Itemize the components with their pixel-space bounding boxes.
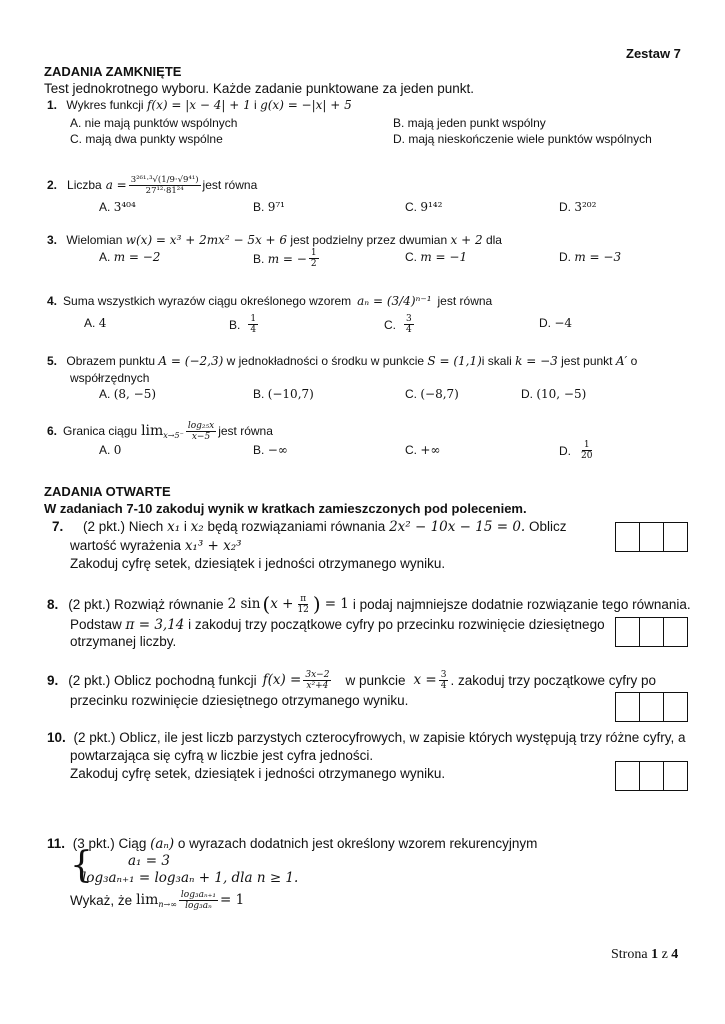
q6-d-num: 1 bbox=[583, 440, 590, 450]
q3-option-b-value: m = − bbox=[267, 251, 307, 266]
q10-number: 10. bbox=[47, 730, 66, 745]
q11-rec2: log₃aₙ₊₁ = log₃aₙ + 1 bbox=[82, 870, 223, 886]
q9-line1 bbox=[47, 667, 656, 693]
set-label: Zestaw 7 bbox=[626, 46, 681, 61]
q2-option-d-value: 3²⁰² bbox=[574, 200, 597, 214]
q11-condition: , dla n ≥ 1. bbox=[222, 870, 299, 886]
q8-number: 8. bbox=[47, 596, 59, 612]
answer-box[interactable] bbox=[616, 762, 640, 790]
q7-text-d: wartość wyrażenia bbox=[70, 538, 182, 553]
q3-text-pre: Wielomian bbox=[66, 233, 123, 247]
q4-option-b: B. $\frac{1}{4}$ bbox=[229, 314, 257, 335]
q2-option-c-value: 9¹⁴² bbox=[420, 200, 443, 214]
q5-text-d: jest punkt bbox=[561, 354, 613, 368]
q10-answer-boxes[interactable] bbox=[615, 761, 688, 791]
q8-line1 bbox=[47, 592, 691, 616]
q2-option-c: C. 9¹⁴² bbox=[405, 200, 443, 214]
q4-option-a-value: 4 bbox=[98, 316, 107, 330]
page-of: z bbox=[661, 947, 668, 962]
q4-option-d-value: −4 bbox=[554, 316, 573, 330]
q9-text-c: . zakoduj trzy początkowe cyfry po bbox=[450, 672, 657, 688]
q7-x2: x₂ bbox=[190, 519, 204, 535]
q2-number: 2. bbox=[47, 178, 58, 192]
q11-line1 bbox=[47, 836, 537, 852]
answer-box[interactable] bbox=[664, 523, 687, 551]
q2-line bbox=[47, 164, 257, 206]
q3-option-b: B. m = − $\frac{1}{2}$ bbox=[253, 248, 317, 269]
q2-option-b: B. 9⁷¹ bbox=[253, 200, 285, 214]
q4-option-c: C. $\frac{3}{4}$ bbox=[384, 314, 412, 335]
q3-b-den: 2 bbox=[310, 259, 317, 269]
q9-x-num: 3 bbox=[440, 669, 447, 680]
q10-line3: Zakoduj cyfrę setek, dziesiątek i jedności otrzymanego wyniku. bbox=[70, 766, 446, 781]
q3-text-mid: jest podzielny przez dwumian bbox=[290, 233, 448, 247]
q7-line3: Zakoduj cyfrę setek, dziesiątek i jedności otrzymanego wyniku. bbox=[70, 556, 446, 571]
answer-box[interactable] bbox=[640, 762, 664, 790]
q7-text-b: będą rozwiązaniami równania bbox=[207, 519, 386, 534]
q1-and: i bbox=[254, 98, 257, 112]
q5-option-d: D. (10, −5) bbox=[521, 387, 587, 401]
q4-b-num: 1 bbox=[250, 314, 257, 324]
q9-text-b: w punkcie bbox=[345, 672, 406, 688]
q5-option-b: B. (−10,7) bbox=[253, 387, 314, 401]
q6-option-a-value: 0 bbox=[113, 443, 122, 457]
q1-option-b: B. mają jeden punkt wspólny bbox=[393, 116, 546, 130]
q1-number: 1. bbox=[47, 98, 58, 112]
answer-box[interactable] bbox=[640, 618, 664, 646]
q9-f: f(x) = bbox=[262, 672, 302, 688]
q2-fraction bbox=[129, 175, 201, 196]
q1-text: Wykres funkcji bbox=[66, 98, 144, 112]
q5-text-b: w jednokładności o środku w punkcie bbox=[226, 354, 425, 368]
q2-option-a: A. 3⁴⁰⁴ bbox=[99, 200, 136, 214]
q4-option-d: D. −4 bbox=[539, 316, 573, 330]
q2-option-a-value: 3⁴⁰⁴ bbox=[113, 200, 136, 214]
q9-x: x = bbox=[413, 672, 437, 688]
q8-eq-a: 2 sin bbox=[227, 596, 261, 612]
q10-line2: powtarzająca się cyfrą w liczbie jest cyfra jedności. bbox=[70, 748, 374, 763]
q3-option-c: C. m = −1 bbox=[405, 250, 468, 264]
page-label: Strona bbox=[611, 947, 648, 962]
q9-text-a: (2 pkt.) Oblicz pochodną funkcji bbox=[68, 672, 257, 688]
q5-point-a-prime: A′ bbox=[615, 354, 628, 368]
q1-line bbox=[47, 98, 352, 112]
q8-text-b: i podaj najmniejsze dodatnie rozwiązanie tego równania. bbox=[352, 596, 691, 612]
q3-text-post: dla bbox=[485, 233, 502, 247]
q2-option-b-value: 9⁷¹ bbox=[267, 200, 285, 214]
q11-text-b: o wyrazach dodatnich jest określony wzorem rekurencyjnym bbox=[177, 836, 538, 851]
q5-scale: k = −3 bbox=[515, 354, 558, 368]
q11-lim-sub: n→∞ bbox=[158, 899, 177, 909]
answer-box[interactable] bbox=[616, 693, 640, 721]
answer-box[interactable] bbox=[616, 618, 640, 646]
q6-text-post: jest równa bbox=[218, 424, 273, 438]
closed-section-title: ZADANIA ZAMKNIĘTE bbox=[44, 64, 182, 79]
q3-option-c-value: m = −1 bbox=[420, 250, 468, 264]
q6-lim: lim bbox=[141, 423, 164, 439]
q2-text-post: jest równa bbox=[202, 178, 258, 192]
q5-text-a: Obrazem punktu bbox=[66, 354, 156, 368]
q7-expression: x₁³ + x₂³ bbox=[184, 538, 242, 554]
q11-lim: lim bbox=[136, 892, 159, 908]
q11-frac-num: log₃aₙ₊₁ bbox=[180, 889, 216, 900]
q6-option-b: B. −∞ bbox=[253, 443, 288, 457]
q7-text-c: Oblicz bbox=[528, 519, 567, 534]
q5-option-a: A. (8, −5) bbox=[99, 387, 157, 401]
q7-and: i bbox=[183, 519, 187, 534]
q5-point-s: S = (1,1) bbox=[427, 354, 482, 368]
q5-option-d-value: (10, −5) bbox=[536, 387, 587, 401]
q9-frac-num: 3x−2 bbox=[305, 669, 330, 680]
q3-option-a-value: m = −2 bbox=[113, 250, 161, 264]
q11-rec1: a₁ = 3 bbox=[128, 853, 170, 869]
q4-number: 4. bbox=[47, 294, 58, 308]
q2-var: a = bbox=[105, 178, 127, 192]
closed-intro: Test jednokrotnego wyboru. Każde zadanie punktowane za jeden punkt. bbox=[44, 81, 475, 96]
q2-frac-num: 3²⁶¹·³√(1/9·√9⁴¹) bbox=[130, 174, 199, 185]
answer-box[interactable] bbox=[664, 618, 687, 646]
q5-number: 5. bbox=[47, 354, 58, 368]
q4-line bbox=[47, 288, 492, 314]
answer-box[interactable] bbox=[616, 523, 640, 551]
q3-b-num: 1 bbox=[310, 248, 317, 258]
q4-formula: aₙ = (3/4)ⁿ⁻¹ bbox=[357, 294, 432, 308]
q2-text-pre: Liczba bbox=[67, 178, 102, 192]
q6-lim-sub: x→5⁻ bbox=[163, 430, 184, 440]
q4-option-a: A. 4 bbox=[84, 316, 107, 330]
q8-frac-num: π bbox=[300, 593, 307, 604]
q8-eq-c: = 1 bbox=[324, 596, 349, 612]
q7-number: 7. bbox=[52, 519, 64, 534]
q6-option-a: A. 0 bbox=[99, 443, 122, 457]
q5-line2: współrzędnych bbox=[70, 371, 150, 385]
q6-d-den: 20 bbox=[581, 451, 593, 461]
q5-line1 bbox=[47, 354, 637, 368]
q6-frac-den: x−5 bbox=[191, 431, 211, 442]
page-number bbox=[611, 947, 678, 963]
q11-line4 bbox=[70, 886, 244, 914]
q4-text-pre: Suma wszystkich wyrazów ciągu określonego wzorem bbox=[63, 294, 352, 308]
q4-c-num: 3 bbox=[406, 314, 412, 324]
q5-point-a: A = (−2,3) bbox=[158, 354, 224, 368]
q10-line1 bbox=[47, 730, 685, 745]
q8-text-d: i zakoduj trzy początkowe cyfry po przecinku rozwinięcie dziesiętnego bbox=[188, 617, 605, 632]
q11-seq: (aₙ) bbox=[150, 836, 175, 852]
q1-option-a: A. nie mają punktów wspólnych bbox=[70, 116, 238, 130]
q7-answer-boxes[interactable] bbox=[615, 522, 688, 552]
q4-text-post: jest równa bbox=[437, 294, 493, 308]
q9-x-den: 4 bbox=[440, 680, 447, 691]
q11-number: 11. bbox=[47, 836, 66, 851]
q11-brace: { bbox=[70, 845, 93, 886]
q7-line2 bbox=[70, 538, 242, 554]
q5-option-b-value: (−10,7) bbox=[267, 387, 314, 401]
page-total: 4 bbox=[671, 947, 679, 962]
q6-option-c-value: +∞ bbox=[420, 443, 441, 457]
q6-option-b-value: −∞ bbox=[267, 443, 288, 457]
q8-paren-close: ) bbox=[312, 592, 321, 616]
q9-number: 9. bbox=[47, 672, 59, 688]
q1-f: f(x) = |x − 4| + 1 bbox=[146, 98, 251, 112]
q6-number: 6. bbox=[47, 424, 58, 438]
q5-text-c: i skali bbox=[481, 354, 512, 368]
q11-eq: = 1 bbox=[219, 892, 245, 908]
q6-option-d: D. $\frac{1}{20}$ bbox=[559, 440, 593, 461]
q8-eq-b: x + bbox=[270, 596, 294, 612]
q7-x1: x₁ bbox=[167, 519, 181, 535]
q5-option-c-value: (−8,7) bbox=[420, 387, 459, 401]
q5-option-c: C. (−8,7) bbox=[405, 387, 459, 401]
q1-option-d: D. mają nieskończenie wiele punktów wspólnych bbox=[393, 132, 652, 146]
answer-box[interactable] bbox=[640, 523, 664, 551]
q6-frac-num: log₂₅x bbox=[187, 420, 215, 431]
q8-pi: π = 3,14 bbox=[125, 617, 185, 633]
q8-text-c: Podstaw bbox=[70, 617, 122, 632]
open-section-title: ZADANIA OTWARTE bbox=[44, 484, 171, 499]
q6-line bbox=[47, 418, 273, 444]
q1-option-c: C. mają dwa punkty wspólne bbox=[70, 132, 223, 146]
q5-text-e: o bbox=[630, 354, 638, 368]
q4-c-den: 4 bbox=[406, 325, 412, 335]
q8-answer-boxes[interactable] bbox=[615, 617, 688, 647]
q1-g: g(x) = −|x| + 5 bbox=[260, 98, 352, 112]
page-current: 1 bbox=[651, 947, 659, 962]
q3-poly: w(x) = x³ + 2mx² − 5x + 6 bbox=[125, 233, 288, 247]
q8-paren-open: ( bbox=[262, 592, 271, 616]
q3-line bbox=[47, 233, 502, 247]
answer-box[interactable] bbox=[664, 693, 687, 721]
q3-option-d-value: m = −3 bbox=[574, 250, 622, 264]
q3-binom: x + 2 bbox=[450, 233, 483, 247]
q3-option-d: D. m = −3 bbox=[559, 250, 622, 264]
answer-box[interactable] bbox=[664, 762, 687, 790]
q8-text-a: (2 pkt.) Rozwiąż równanie bbox=[68, 596, 224, 612]
q11-frac-den: log₃aₙ bbox=[185, 900, 212, 911]
q7-line1 bbox=[52, 519, 567, 535]
q11-text-c: Wykaż, że bbox=[70, 892, 133, 908]
q6-option-c: C. +∞ bbox=[405, 443, 441, 457]
q7-equation: 2x² − 10x − 15 = 0. bbox=[389, 519, 526, 535]
q8-line2 bbox=[70, 617, 605, 633]
answer-box[interactable] bbox=[640, 693, 664, 721]
q6-text-pre: Granica ciągu bbox=[63, 424, 138, 438]
q9-line2: przecinku rozwinięcie dziesiętnego otrzymanego wyniku. bbox=[70, 693, 409, 708]
q2-frac-den: 27¹²·81²⁴ bbox=[145, 185, 184, 196]
q11-text-a: (3 pkt.) Ciąg bbox=[72, 836, 147, 851]
q8-frac-den: 12 bbox=[297, 604, 309, 615]
q8-line3: otrzymanej liczby. bbox=[70, 634, 177, 649]
q7-text-a: (2 pkt.) Niech bbox=[83, 519, 164, 534]
q11-rec2-line bbox=[82, 870, 298, 886]
q2-option-d: D. 3²⁰² bbox=[559, 200, 597, 214]
q9-frac-den: x²+4 bbox=[306, 680, 329, 691]
q5-option-a-value: (8, −5) bbox=[113, 387, 157, 401]
q9-answer-boxes[interactable] bbox=[615, 692, 688, 722]
q10-text-1: (2 pkt.) Oblicz, ile jest liczb parzystych czterocyfrowych, w zapisie których występują trzy różne cyfry, a bbox=[73, 730, 686, 745]
open-intro: W zadaniach 7-10 zakoduj wynik w kratkach zamieszczonych pod poleceniem. bbox=[44, 501, 527, 516]
q4-b-den: 4 bbox=[250, 325, 257, 335]
q3-option-a: A. m = −2 bbox=[99, 250, 161, 264]
q3-number: 3. bbox=[47, 233, 58, 247]
